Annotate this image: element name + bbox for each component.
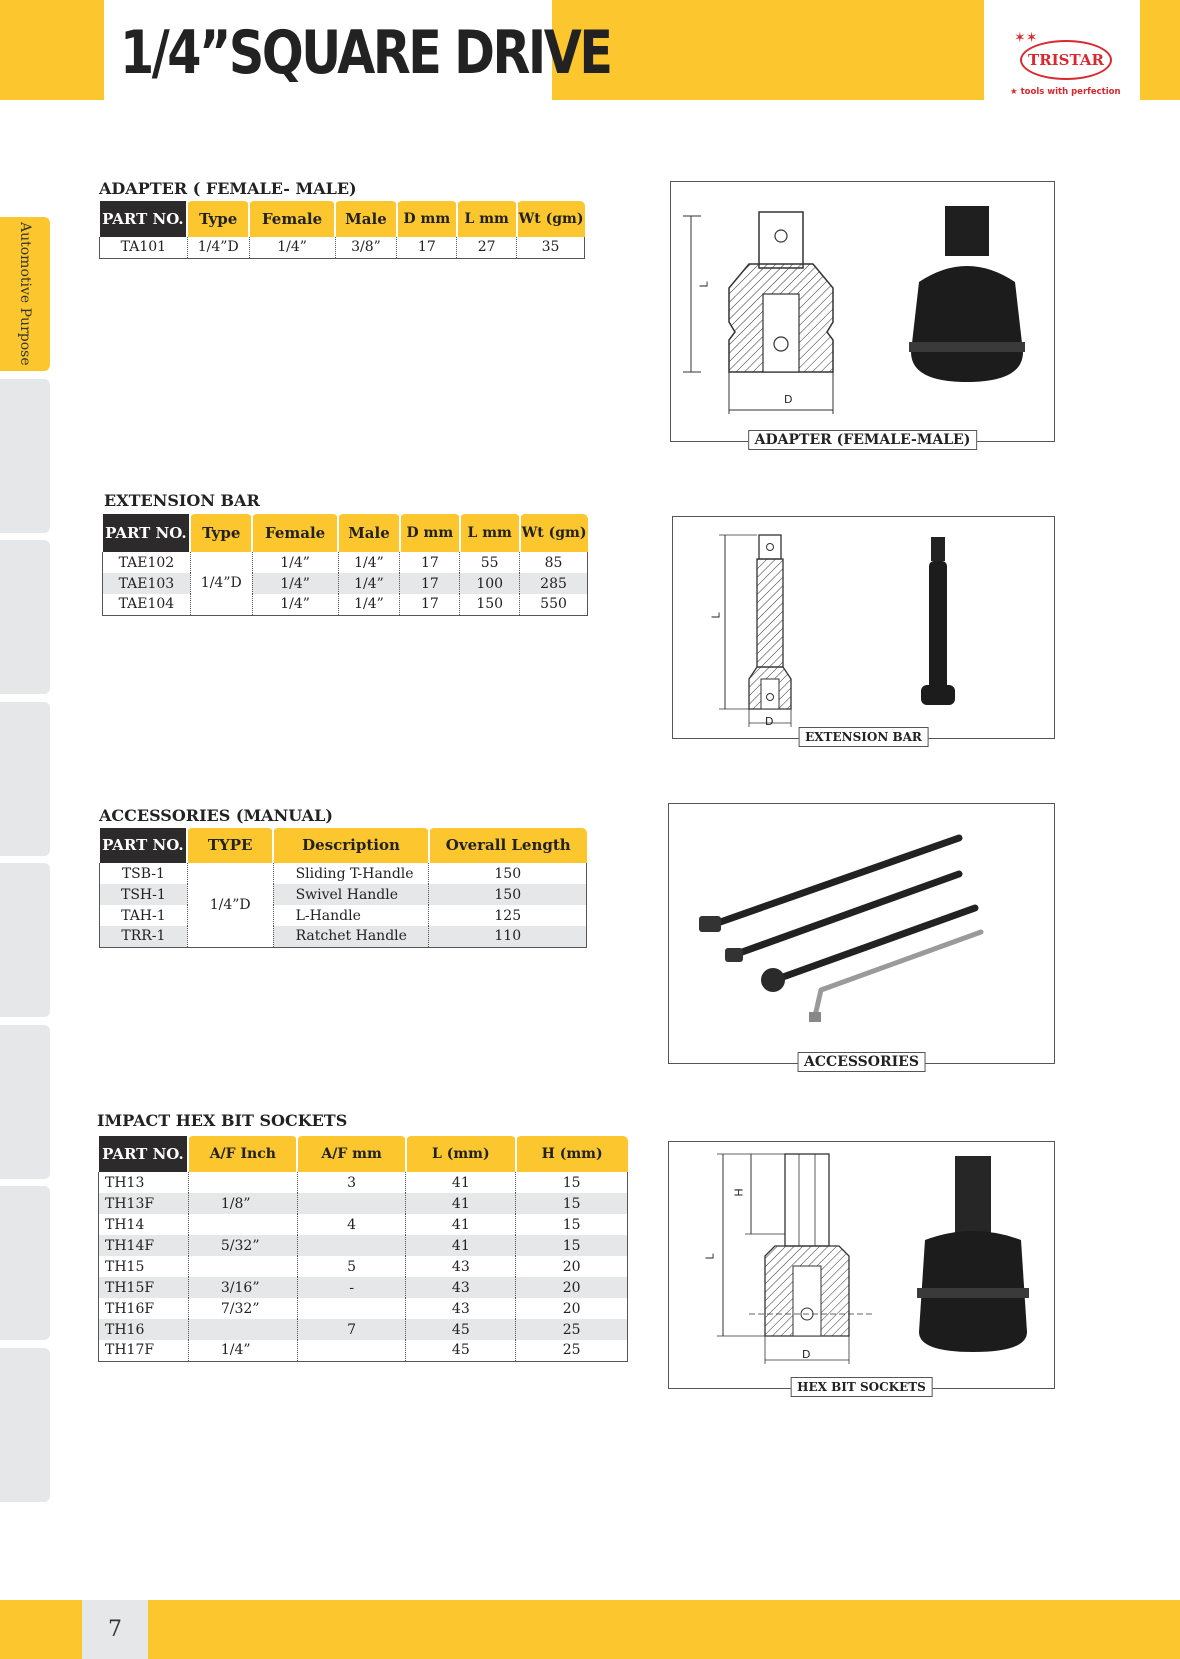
col-header-description: Description (273, 828, 429, 863)
cell-af-mm: 7 (297, 1319, 406, 1340)
extension-bar-table (102, 514, 588, 616)
cell-af-mm: - (297, 1277, 406, 1298)
section-title-accessories: ACCESSORIES (MANUAL) (99, 806, 333, 825)
dimension-label-l: L (697, 281, 711, 288)
hex-bit-sockets-caption: HEX BIT SOCKETS (790, 1377, 933, 1397)
table-row (100, 884, 587, 905)
col-header-type: Type (190, 514, 252, 552)
table-row (100, 863, 587, 884)
col-header-male: Male (335, 201, 397, 237)
col-header-part-no: PART NO. (103, 514, 191, 552)
table-row (99, 1319, 628, 1340)
adapter-table (99, 201, 585, 259)
cell-l: 43 (406, 1277, 516, 1298)
cell-wt: 35 (517, 237, 585, 258)
table-row (99, 1214, 628, 1235)
side-tab-2[interactable] (0, 379, 50, 533)
cell-overall-length: 110 (429, 926, 587, 947)
cell-part-no: TSH-1 (100, 884, 188, 905)
cell-part-no: TH16F (99, 1298, 189, 1319)
cell-part-no: TH13F (99, 1193, 189, 1214)
hex-bit-sockets-table (98, 1136, 628, 1362)
col-header-part-no: PART NO. (99, 1136, 189, 1172)
extension-bar-caption: EXTENSION BAR (798, 727, 929, 747)
cell-af-mm: 5 (297, 1256, 406, 1277)
header-band-middle (552, 0, 984, 100)
col-header-af-inch: A/F Inch (188, 1136, 297, 1172)
dimension-label-h: H (732, 1188, 746, 1197)
extension-bar-image-box (672, 516, 1055, 744)
brand-tagline: ★ tools with perfection (1010, 87, 1121, 97)
section-title-adapter: ADAPTER ( FEMALE- MALE) (99, 179, 357, 198)
cell-l: 100 (460, 573, 520, 594)
cell-af-inch (188, 1214, 297, 1235)
cell-description: Ratchet Handle (273, 926, 429, 947)
header-band-left (0, 0, 104, 100)
col-header-type: Type (187, 201, 249, 237)
cell-af-inch: 3/16” (188, 1277, 297, 1298)
cell-h: 15 (516, 1172, 628, 1193)
cell-description: Swivel Handle (273, 884, 429, 905)
cell-d: 17 (400, 594, 460, 615)
cell-male: 1/4” (338, 594, 400, 615)
cell-h: 15 (516, 1193, 628, 1214)
accessories-image-box (668, 803, 1055, 1070)
cell-h: 25 (516, 1340, 628, 1361)
cell-wt: 550 (520, 594, 588, 615)
col-header-af-mm: A/F mm (297, 1136, 406, 1172)
cell-part-no: TH17F (99, 1340, 189, 1361)
cell-part-no: TAE103 (103, 573, 191, 594)
cell-part-no: TA101 (100, 237, 188, 258)
cell-type: 1/4”D (187, 237, 249, 258)
cell-description: L-Handle (273, 905, 429, 926)
cell-male: 1/4” (338, 552, 400, 573)
cell-l: 150 (460, 594, 520, 615)
cell-l: 55 (460, 552, 520, 573)
table-row (103, 552, 588, 573)
cell-part-no: TH16 (99, 1319, 189, 1340)
side-tab-4[interactable] (0, 702, 50, 856)
cell-l: 41 (406, 1193, 516, 1214)
cell-l: 43 (406, 1298, 516, 1319)
col-header-female: Female (252, 514, 338, 552)
cell-l: 27 (457, 237, 517, 258)
col-header-male: Male (338, 514, 400, 552)
col-header-part-no: PART NO. (100, 201, 188, 237)
cell-l: 41 (406, 1235, 516, 1256)
accessories-table (99, 828, 587, 948)
adapter-image-box (670, 181, 1055, 448)
cell-af-inch (188, 1256, 297, 1277)
table-row (99, 1256, 628, 1277)
section-title-hex-bit-sockets: IMPACT HEX BIT SOCKETS (97, 1111, 348, 1130)
cell-part-no: TRR-1 (100, 926, 188, 947)
cell-part-no: TH14F (99, 1235, 189, 1256)
adapter-caption: ADAPTER (FEMALE-MALE) (748, 430, 978, 450)
cell-overall-length: 150 (429, 863, 587, 884)
cell-af-inch: 1/8” (188, 1193, 297, 1214)
col-header-l-mm: L (mm) (406, 1136, 516, 1172)
dimension-label-d: D (802, 1348, 811, 1361)
page-title: 1/4”SQUARE DRIVE (120, 18, 611, 88)
section-title-extension-bar: EXTENSION BAR (104, 491, 260, 510)
cell-wt: 285 (520, 573, 588, 594)
cell-af-inch (188, 1172, 297, 1193)
header-band-right (1140, 0, 1180, 100)
col-header-h-mm: H (mm) (516, 1136, 628, 1172)
cell-overall-length: 125 (429, 905, 587, 926)
cell-male: 3/8” (335, 237, 397, 258)
cell-af-mm (297, 1298, 406, 1319)
cell-af-inch: 5/32” (188, 1235, 297, 1256)
col-header-d-mm: D mm (397, 201, 457, 237)
accessories-drawing (669, 804, 1056, 1065)
cell-d: 17 (397, 237, 457, 258)
cell-part-no: TSB-1 (100, 863, 188, 884)
side-tab-3[interactable] (0, 540, 50, 694)
cell-af-mm: 3 (297, 1172, 406, 1193)
cell-h: 20 (516, 1298, 628, 1319)
table-row (99, 1172, 628, 1193)
cell-af-inch: 7/32” (188, 1298, 297, 1319)
cell-l: 45 (406, 1319, 516, 1340)
col-header-female: Female (249, 201, 335, 237)
cell-part-no: TAH-1 (100, 905, 188, 926)
table-row (99, 1298, 628, 1319)
cell-l: 45 (406, 1340, 516, 1361)
cell-type: 1/4”D (190, 552, 252, 615)
cell-description: Sliding T-Handle (273, 863, 429, 884)
side-tab-6[interactable] (0, 1025, 50, 1179)
table-row (99, 1235, 628, 1256)
table-row (99, 1277, 628, 1298)
accessories-caption: ACCESSORIES (797, 1052, 926, 1072)
cell-overall-length: 150 (429, 884, 587, 905)
page-number-box (82, 1600, 148, 1659)
cell-part-no: TH13 (99, 1172, 189, 1193)
table-row (99, 1340, 628, 1361)
cell-female: 1/4” (252, 594, 338, 615)
col-header-wt-gm: Wt (gm) (520, 514, 588, 552)
side-tab-8[interactable] (0, 1348, 50, 1502)
brand-name: TRISTAR (1028, 51, 1104, 69)
col-header-wt-gm: Wt (gm) (517, 201, 585, 237)
cell-d: 17 (400, 552, 460, 573)
table-row (99, 1193, 628, 1214)
cell-af-inch (188, 1319, 297, 1340)
col-header-l-mm: L mm (460, 514, 520, 552)
cell-l: 41 (406, 1214, 516, 1235)
cell-female: 1/4” (249, 237, 335, 258)
cell-h: 20 (516, 1277, 628, 1298)
table-row (100, 905, 587, 926)
cell-af-mm (297, 1193, 406, 1214)
cell-male: 1/4” (338, 573, 400, 594)
cell-af-mm (297, 1235, 406, 1256)
cell-type: 1/4”D (187, 863, 273, 947)
side-tab-automotive[interactable] (0, 217, 50, 371)
dimension-label-l: L (703, 1253, 717, 1260)
col-header-type: TYPE (187, 828, 273, 863)
page-number: 7 (108, 1617, 122, 1642)
table-row (103, 573, 588, 594)
brand-logo (1020, 40, 1112, 80)
cell-l: 43 (406, 1256, 516, 1277)
cell-part-no: TH15 (99, 1256, 189, 1277)
col-header-overall-length: Overall Length (429, 828, 587, 863)
footer-band (0, 1600, 1180, 1659)
side-tab-label: Automotive Purpose (17, 222, 33, 366)
cell-part-no: TH15F (99, 1277, 189, 1298)
cell-female: 1/4” (252, 552, 338, 573)
cell-female: 1/4” (252, 573, 338, 594)
cell-h: 15 (516, 1235, 628, 1256)
dimension-label-d: D (784, 393, 793, 406)
table-row (100, 237, 585, 258)
hex-bit-sockets-image-box (668, 1141, 1055, 1394)
cell-af-mm (297, 1340, 406, 1361)
col-header-l-mm: L mm (457, 201, 517, 237)
cell-part-no: TAE102 (103, 552, 191, 573)
dimension-label-l: L (709, 612, 723, 619)
adapter-drawing (671, 182, 1056, 443)
cell-h: 20 (516, 1256, 628, 1277)
col-header-d-mm: D mm (400, 514, 460, 552)
cell-wt: 85 (520, 552, 588, 573)
cell-af-inch: 1/4” (188, 1340, 297, 1361)
brand-stars-icon: ✶✶ (1014, 30, 1038, 46)
col-header-part-no: PART NO. (100, 828, 188, 863)
extension-bar-drawing (673, 517, 1056, 740)
cell-part-no: TAE104 (103, 594, 191, 615)
hex-bit-sockets-drawing (669, 1142, 1056, 1390)
cell-h: 25 (516, 1319, 628, 1340)
side-tab-7[interactable] (0, 1186, 50, 1340)
cell-af-mm: 4 (297, 1214, 406, 1235)
table-row (100, 926, 587, 947)
table-row (103, 594, 588, 615)
dimension-label-d: D (765, 715, 774, 728)
side-tab-5[interactable] (0, 863, 50, 1017)
cell-d: 17 (400, 573, 460, 594)
cell-l: 41 (406, 1172, 516, 1193)
cell-part-no: TH14 (99, 1214, 189, 1235)
cell-h: 15 (516, 1214, 628, 1235)
